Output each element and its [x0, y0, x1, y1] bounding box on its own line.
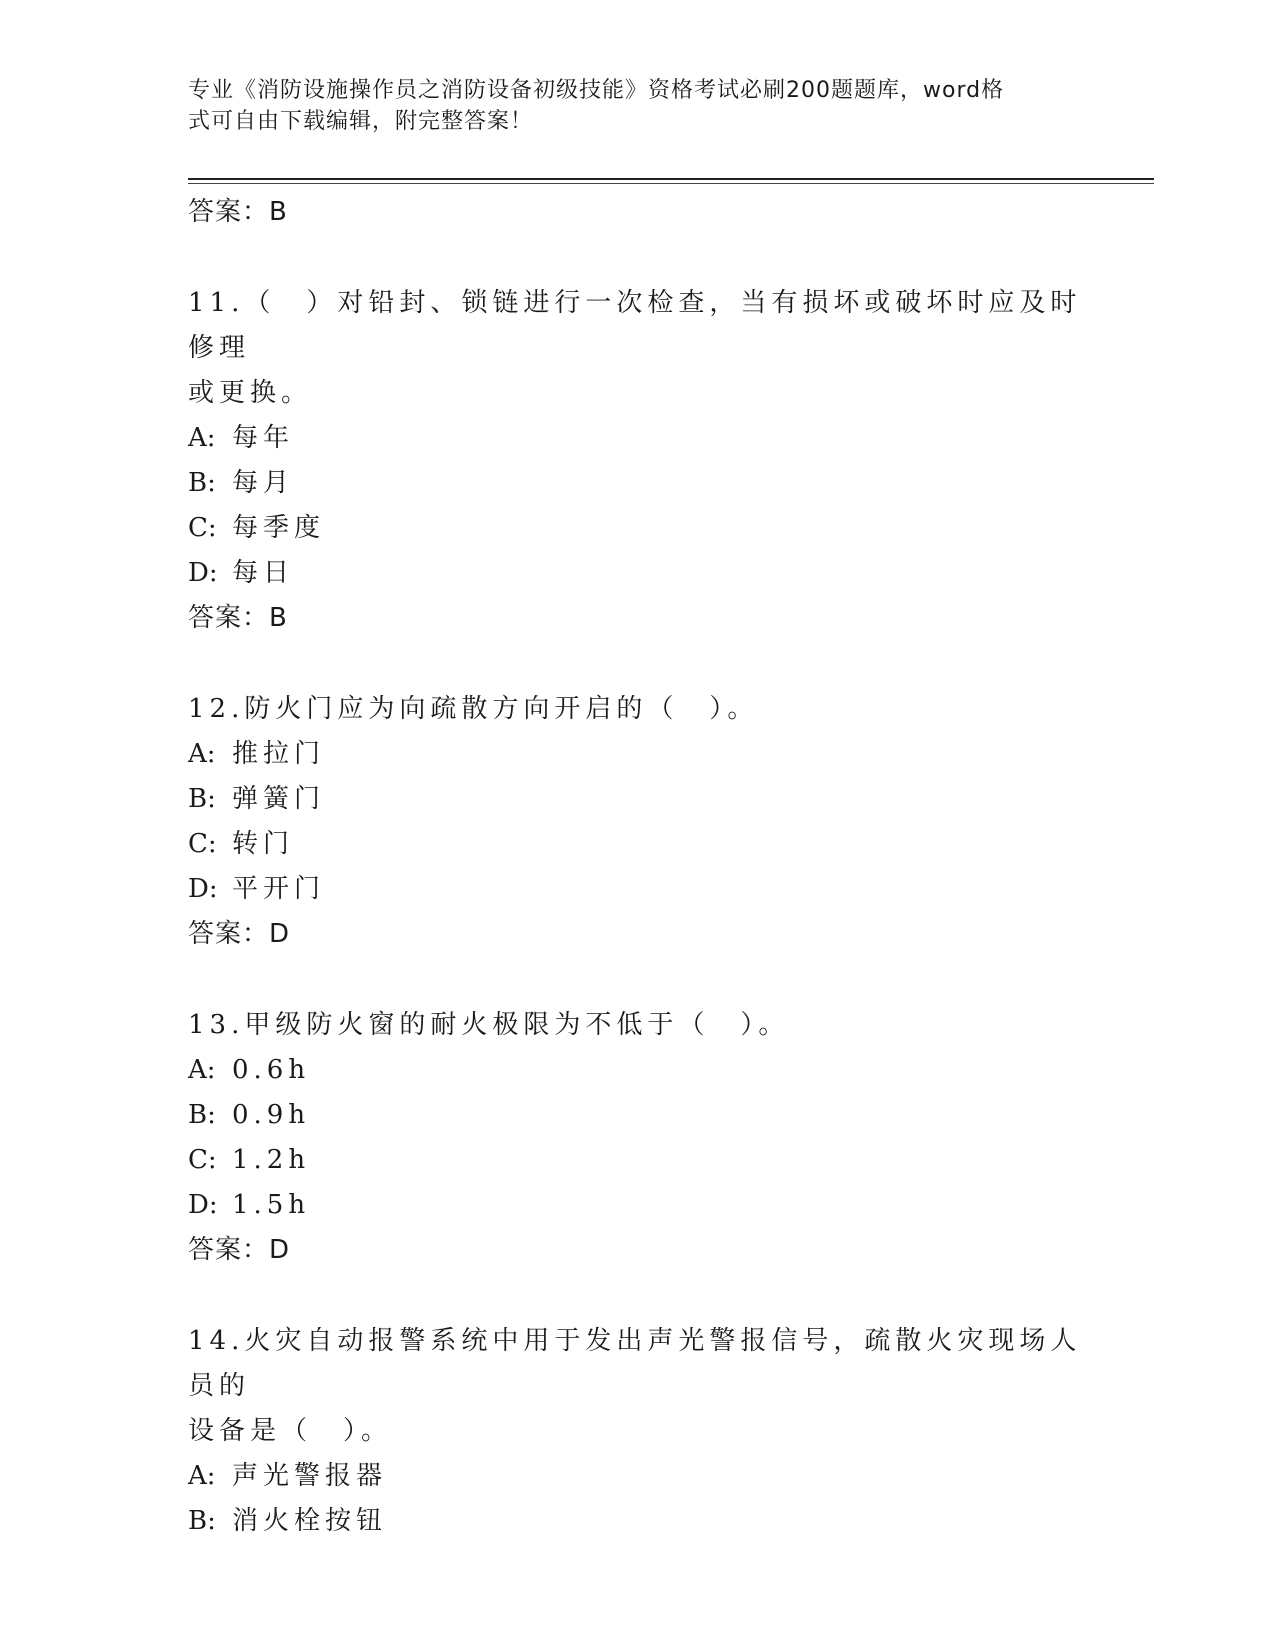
option-c	[188, 506, 1088, 551]
stem-line-1: 12.防火门应为向疏散方向开启的（ ）。	[188, 694, 759, 724]
option-text: 1.5h	[232, 1190, 311, 1220]
option-text: 0.9h	[232, 1100, 311, 1130]
option-text: 转门	[232, 829, 295, 859]
option-b	[188, 461, 1088, 506]
answer-line: 答案：D	[188, 919, 291, 949]
option-text: 平开门	[232, 874, 326, 904]
option-text: 每月	[232, 468, 295, 498]
question-list	[188, 190, 1088, 1544]
answer-line: 答案：D	[188, 1235, 291, 1265]
question-12	[188, 687, 1088, 956]
option-d	[188, 551, 1088, 596]
option-a	[188, 1048, 1088, 1093]
option-text: 声光警报器	[232, 1461, 388, 1491]
option-b	[188, 777, 1088, 822]
option-text: 每年	[232, 423, 295, 453]
question-stem	[188, 1319, 1088, 1454]
option-label: A:	[188, 1461, 216, 1491]
stem-line-1: 13.甲级防火窗的耐火极限为不低于（ ）。	[188, 1010, 790, 1040]
option-d	[188, 867, 1088, 912]
document-header	[188, 75, 1068, 137]
stem-line-1: 11.（ ）对铅封、锁链进行一次检查，当有损坏或破坏时应及时修理	[188, 288, 1082, 363]
option-label: A:	[188, 423, 216, 453]
option-label: D:	[188, 1190, 218, 1220]
option-a	[188, 416, 1088, 461]
answer-line: 答案：B	[188, 197, 288, 227]
option-d	[188, 1183, 1088, 1228]
option-c	[188, 822, 1088, 867]
stem-line-2: 设备是（ ）。	[188, 1416, 393, 1446]
option-label: B:	[188, 468, 216, 498]
stem-line-1: 14.火灾自动报警系统中用于发出声光警报信号，疏散火灾现场人员的	[188, 1326, 1082, 1401]
option-text: 弹簧门	[232, 784, 326, 814]
option-text: 每日	[232, 558, 295, 588]
option-b	[188, 1499, 1088, 1544]
option-text: 1.2h	[232, 1145, 311, 1175]
question-stem	[188, 687, 1088, 732]
option-text: 每季度	[232, 513, 326, 543]
option-a	[188, 1454, 1088, 1499]
header-divider-thick	[188, 178, 1154, 180]
stem-line-2: 或更换。	[188, 378, 313, 408]
option-text: 0.6h	[232, 1055, 311, 1085]
question-14	[188, 1319, 1088, 1544]
option-label: B:	[188, 784, 216, 814]
header-line-1: 专业《消防设施操作员之消防设备初级技能》资格考试必刷200题题库，word格	[188, 78, 1005, 103]
question-13	[188, 1003, 1088, 1272]
option-label: A:	[188, 1055, 216, 1085]
option-label: D:	[188, 874, 218, 904]
option-label: D:	[188, 558, 218, 588]
option-label: B:	[188, 1506, 216, 1536]
answer-line: 答案：B	[188, 603, 288, 633]
option-label: B:	[188, 1100, 216, 1130]
option-text: 推拉门	[232, 739, 326, 769]
question-stem	[188, 281, 1088, 416]
question-stem	[188, 1003, 1088, 1048]
option-a	[188, 732, 1088, 777]
option-text: 消火栓按钮	[232, 1506, 388, 1536]
question-11	[188, 281, 1088, 640]
header-divider-thin	[188, 183, 1154, 184]
header-line-2: 式可自由下载编辑，附完整答案！	[188, 109, 534, 134]
option-label: A:	[188, 739, 216, 769]
option-label: C:	[188, 1145, 217, 1175]
option-b	[188, 1093, 1088, 1138]
option-c	[188, 1138, 1088, 1183]
option-label: C:	[188, 829, 217, 859]
option-label: C:	[188, 513, 217, 543]
